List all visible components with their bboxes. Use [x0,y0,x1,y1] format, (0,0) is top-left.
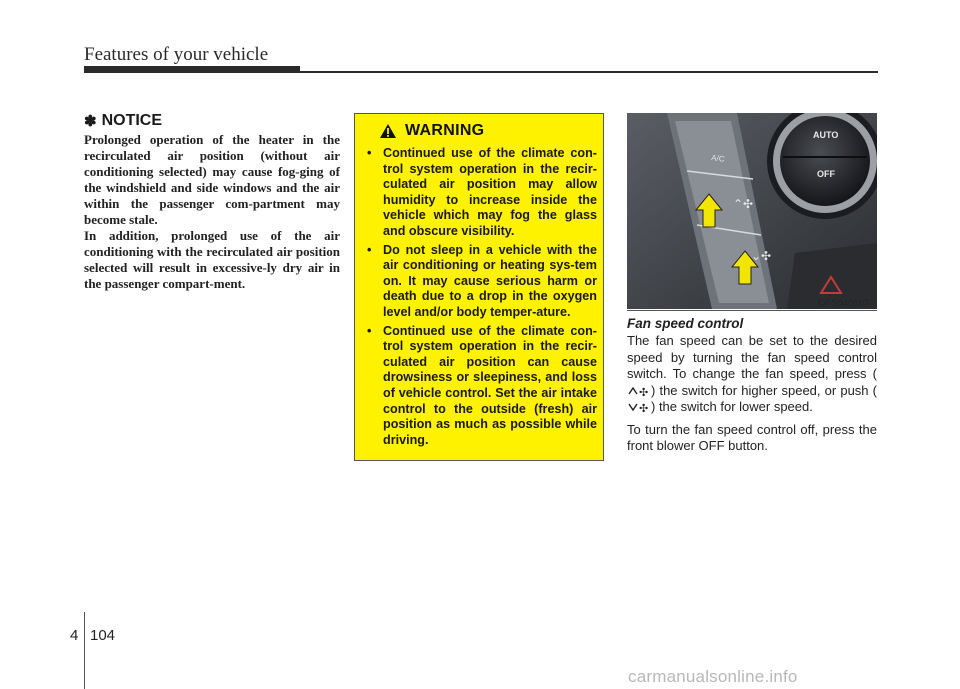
header-rule-thin [84,71,878,73]
chapter-number: 4 [70,627,79,644]
notice-star-icon: ✽ [84,113,97,130]
warning-heading [379,122,597,140]
fan-speed-heading: Fan speed control [627,316,744,331]
warning-box [354,113,604,461]
fan-up-icon: ⌃✣ [733,197,754,211]
fan-speed-paragraph [627,333,877,416]
figure-code: OFS040107 [818,298,870,309]
fan-down-symbol-icon [627,401,651,413]
page-number: 104 [90,627,116,644]
figure-rule [627,310,877,311]
site-watermark: carmanualsonline.info [628,667,798,686]
fan-speed-text: ) the switch for lower speed. [651,399,813,414]
warning-triangle-icon [379,123,397,139]
notice-title-text: NOTICE [101,112,163,129]
fan-off-paragraph: To turn the fan speed control off, press the front blower OFF button. [627,421,877,453]
warning-item: • Continued use of the climate con-trol system operation in the recir-culated air position can cause drowsiness or sleepiness, and loss of vehicle control. Set the air intake control to the outside (fresh) air position as much as possible while driving. [365,324,597,449]
fan-speed-text: ) the switch for higher speed, or push ( [651,382,877,398]
warning-title-text: WARNING [405,122,485,139]
fan-speed-text: The fan speed can be set to the desired speed by turning the fan speed control switch. To change the fan speed, press ( [627,333,877,381]
warning-list [365,146,597,448]
warning-item: • Continued use of the climate con-trol system operation in the recir-culated air position may allow humidity to increase inside the vehicle which may fog the glass and obscure visibility. [365,146,597,240]
ac-button-label: A/C [710,153,726,164]
notice-paragraph: In addition, prolonged use of the air conditioning with the recirculated air position selected will result in excessive-ly dry air in the passenger compart-ment. [84,228,340,291]
warning-item: • Do not sleep in a vehicle with the air conditioning or heating sys-tem on. It may cause serious harm or death due to a drop in the oxygen level and/or body temper-ature. [365,243,597,321]
notice-box [84,112,340,292]
svg-text:✣: ✣ [639,385,649,397]
fan-down-icon: ⌄✣ [751,249,772,263]
off-button-label: OFF [817,169,835,179]
notice-heading [84,112,340,130]
auto-button-label: AUTO [813,130,839,140]
fan-speed-section [627,316,877,461]
climate-panel-photo [627,113,877,309]
page-header-title: Features of your vehicle [84,44,269,65]
svg-text:✣: ✣ [639,402,649,413]
notice-paragraph: Prolonged operation of the heater in the recirculated air position (without air conditioning selected) may cause fog-ging of the windshield and side windows and the air within the passenger com-partment may become stale. [84,132,340,227]
fan-up-symbol-icon [627,385,651,397]
footer-divider [84,612,85,689]
